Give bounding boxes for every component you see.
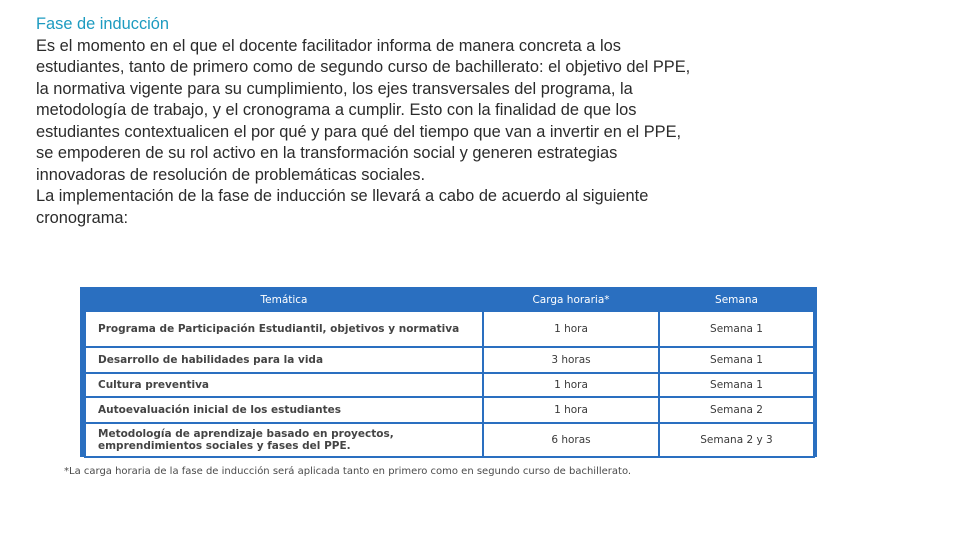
table-row: [85, 347, 814, 373]
cell-tematica: Desarrollo de habilidades para la vida: [85, 347, 483, 373]
section-heading: Fase de inducción: [36, 15, 170, 33]
table-row: [85, 373, 814, 397]
cell-tematica: Metodología de aprendizaje basado en proyectos, emprendimientos sociales y fases del PPE.: [85, 423, 483, 457]
cell-semana: Semana 2: [659, 397, 814, 423]
header-tematica: Temática: [85, 290, 483, 311]
cell-carga: 6 horas: [483, 423, 659, 457]
table-row: [85, 311, 814, 347]
intro-paragraph: Es el momento en el que el docente facilitador informa de manera concreta a los estudiantes, tanto de primero como de segundo curso de bachillerato: el objetivo del PPE, la normativa vigente para su cumplimiento, los ejes transversales del programa, la metodología de trabajo, y el cronograma a cumplir. Esto con la finalidad de que los estudiantes contextualicen el por qué y para qué del tiempo que van a invertir en el PPE, se empoderen de su rol activo en la transformación social y generen estrategias innovadoras de resolución de problemáticas sociales.: [36, 36, 691, 184]
cell-tematica: Autoevaluación inicial de los estudiantes: [85, 397, 483, 423]
table-row: [85, 423, 814, 457]
cell-tematica: Programa de Participación Estudiantil, objetivos y normativa: [85, 311, 483, 347]
schedule-intro-paragraph: La implementación de la fase de inducción se llevará a cabo de acuerdo al siguiente cronograma:: [36, 187, 649, 227]
schedule-table-container: [80, 287, 817, 457]
cell-tematica: Cultura preventiva: [85, 373, 483, 397]
text-block: [36, 14, 696, 229]
table-header-row: [85, 290, 814, 311]
cell-carga: 1 hora: [483, 373, 659, 397]
cell-semana: Semana 1: [659, 373, 814, 397]
table-footnote: *La carga horaria de la fase de inducción será aplicada tanto en primero como en segundo curso de bachillerato.: [64, 466, 632, 477]
cell-semana: Semana 1: [659, 311, 814, 347]
cell-carga: 1 hora: [483, 397, 659, 423]
cell-carga: 3 horas: [483, 347, 659, 373]
header-semana: Semana: [659, 290, 814, 311]
cell-semana: Semana 2 y 3: [659, 423, 814, 457]
cell-semana: Semana 1: [659, 347, 814, 373]
table-row: [85, 397, 814, 423]
header-carga-horaria: Carga horaria*: [483, 290, 659, 311]
schedule-table: [84, 290, 815, 458]
cell-carga: 1 hora: [483, 311, 659, 347]
